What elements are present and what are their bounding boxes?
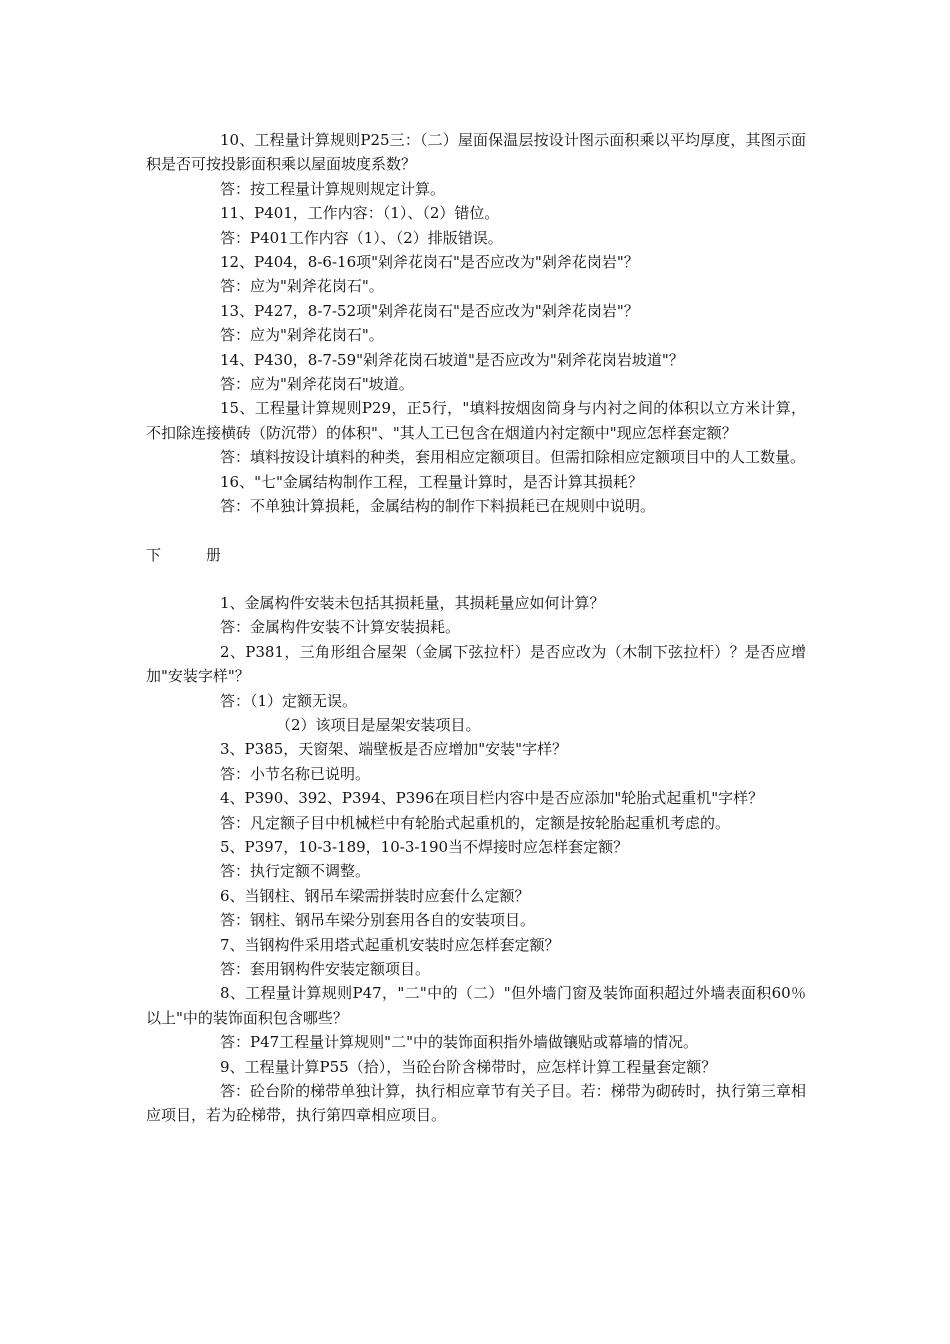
lower-answer-1: 答：金属构件安装不计算安装损耗。: [220, 618, 461, 637]
question-12: 12、P404，8-6-16项"剁斧花岗石"是否应改为"剁斧花岗岩"？: [220, 253, 639, 272]
answer-15: 答：填料按设计填料的种类，套用相应定额项目。但需扣除相应定额项目中的人工数量。: [220, 448, 806, 467]
lower-question-9: 9、工程量计算P55（拾），当砼台阶含梯带时，应怎样计算工程量套定额？: [220, 1057, 717, 1076]
question-14: 14、P430，8-7-59"剁斧花岗石坡道"是否应改为"剁斧花岗岩坡道"？: [220, 350, 684, 369]
lower-question-8: 8、工程量计算规则P47，"二"中的（二）"但外墙门窗及装饰面积超过外墙表面积60％以上"中的装饰面积包含哪些？: [146, 984, 806, 1027]
answer-16: 答：不单独计算损耗，金属结构的制作下料损耗已在规则中说明。: [220, 497, 656, 516]
question-10: 10、工程量计算规则P25三：（二）屋面保温层按设计图示面积乘以平均厚度，其图示面积是否可按投影面积乘以屋面坡度系数？: [146, 131, 806, 174]
lower-answer-9: 答：砼台阶的梯带单独计算，执行相应章节有关子目。若：梯带为砌砖时，执行第三章相应项目，若为砼梯带，执行第四章相应项目。: [146, 1082, 806, 1125]
lower-question-4: 4、P390、392、P394、P396在项目栏内容中是否应添加"轮胎式起重机"字样？: [220, 789, 764, 808]
lower-answer-2: 答：（1）定额无误。: [220, 691, 358, 710]
answer-14: 答：应为"剁斧花岗石"坡道。: [220, 375, 414, 394]
lower-question-3: 3、P385，天窗架、端壁板是否应增加"安装"字样？: [220, 740, 568, 759]
lower-answer-6: 答：钢柱、钢吊车梁分别套用各自的安装项目。: [220, 911, 536, 930]
answer-13: 答：应为"剁斧花岗石"。: [220, 326, 384, 345]
lower-answer-3: 答：小节名称已说明。: [220, 764, 371, 783]
answer-11: 答：P401工作内容（1）、（2）排版错误。: [220, 228, 503, 247]
lower-answer-4: 答：凡定额子目中机械栏中有轮胎式起重机的，定额是按轮胎起重机考虑的。: [220, 813, 731, 832]
answer-12: 答：应为"剁斧花岗石"。: [220, 277, 384, 296]
lower-question-5: 5、P397，10-3-189，10-3-190当不焊接时应怎样套定额？: [220, 837, 629, 856]
lower-question-1: 1、金属构件安装未包括其损耗量，其损耗量应如何计算？: [220, 593, 605, 612]
lower-answer-8: 答：P47工程量计算规则"二"中的装饰面积指外墙做镶贴或幕墙的情况。: [220, 1033, 698, 1052]
lower-answer-2-part-2: （2）该项目是屋架安装项目。: [276, 715, 481, 734]
lower-question-2: 2、P381，三角形组合屋架（金属下弦拉杆）是否应改为（木制下弦拉杆）？是否应增加"安装字样"？: [146, 642, 806, 686]
lower-answer-7: 答：套用钢构件安装定额项目。: [220, 960, 431, 978]
lower-question-7: 7、当钢构件采用塔式起重机安装时应怎样套定额？: [220, 935, 560, 954]
answer-10: 答：按工程量计算规则规定计算。: [220, 179, 446, 198]
lower-answer-5: 答：执行定额不调整。: [220, 862, 371, 881]
question-15: 15、工程量计算规则P29，正5行，"填料按烟囱筒身与内衬之间的体积以立方米计算，不扣除连接横砖（防沉带）的体积"、"其人工已包含在烟道内衬定额中"现应怎样套定额？: [146, 399, 806, 442]
document-body: [146, 128, 806, 1128]
question-13: 13、P427，8-7-52项"剁斧花岗石"是否应改为"剁斧花岗岩"？: [220, 301, 639, 320]
lower-question-6: 6、当钢柱、钢吊车梁需拼装时应套什么定额？: [220, 886, 530, 905]
question-16: 16、"七"金属结构制作工程，工程量计算时，是否计算其损耗？: [220, 472, 643, 491]
section-title: 下 册: [146, 545, 222, 564]
question-11: 11、P401，工作内容：（1）、（2）错位。: [220, 204, 500, 223]
